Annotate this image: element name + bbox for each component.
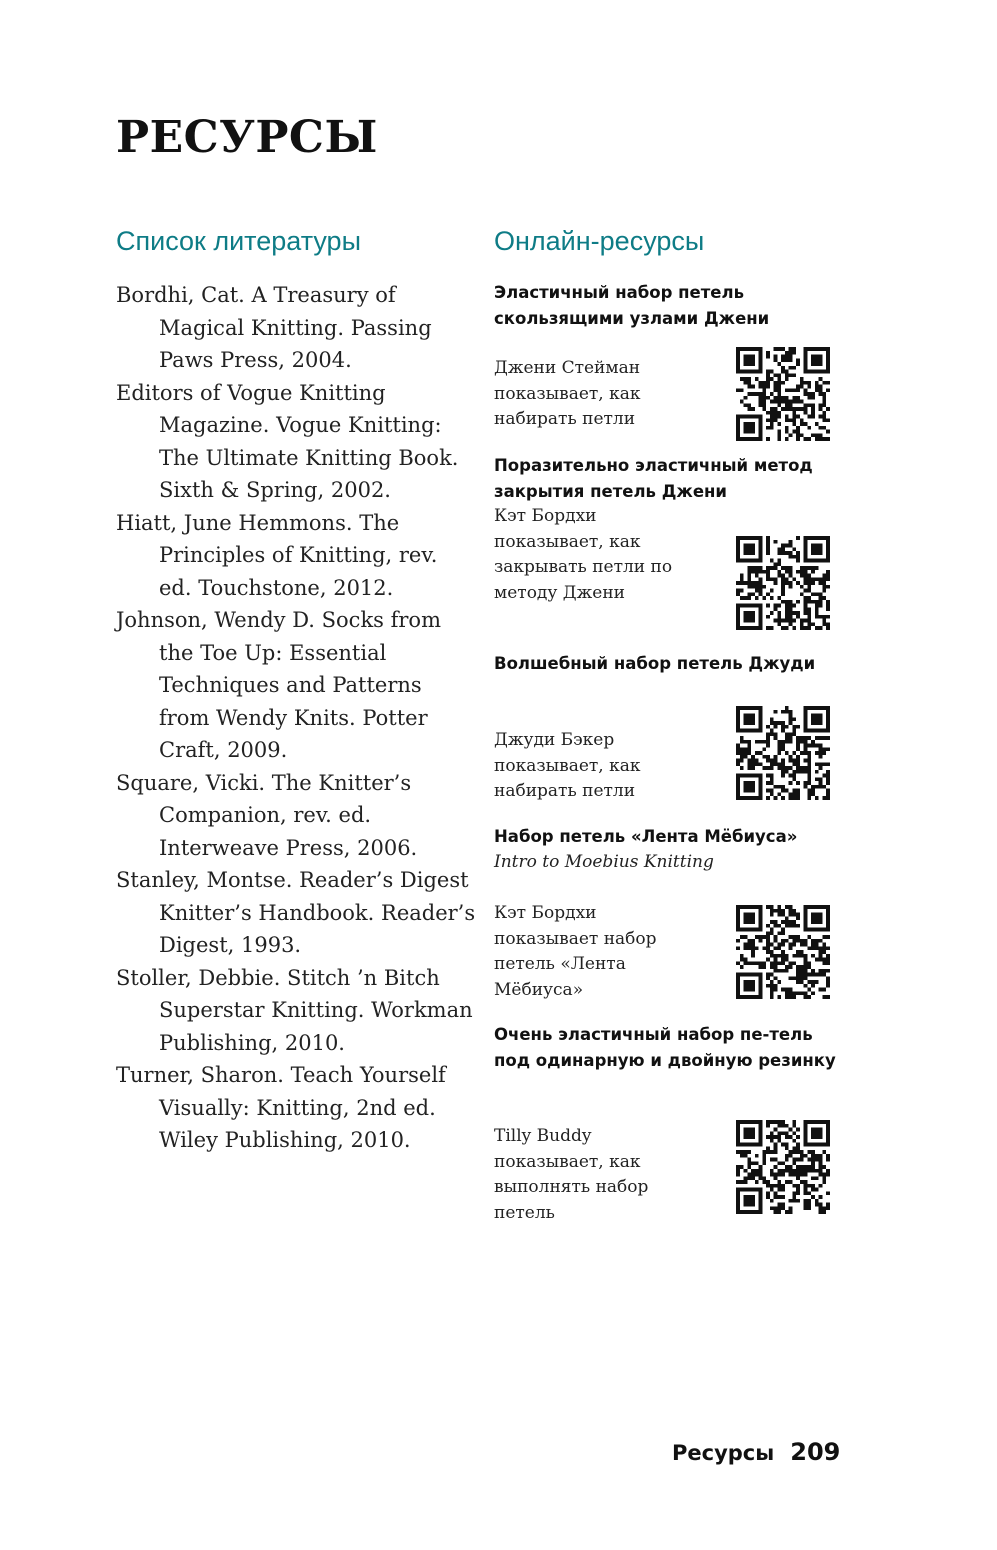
resource-description: Кэт Бордхи показывает, как закрывать петли по методу Джени bbox=[494, 506, 673, 604]
online-resource-3 bbox=[494, 651, 839, 677]
qr-code-icon[interactable] bbox=[736, 1120, 830, 1214]
qr-code-icon[interactable] bbox=[736, 905, 830, 999]
bibliography-entry: Editors of Vogue Knitting Magazine. Vogue Knitting: The Ultimate Knitting Book. Sixth & Spring, 2002. bbox=[116, 380, 459, 502]
online-resources-heading: Онлайн-ресурсы bbox=[494, 226, 705, 256]
bibliography-entry: Hiatt, June Hemmons. The Principles of Knitting, rev. ed. Touchstone, 2012. bbox=[116, 510, 438, 600]
resource-subtitle: Intro to Moebius Knitting bbox=[494, 851, 714, 872]
resource-title: Волшебный набор петель Джуди bbox=[494, 654, 816, 673]
page-footer bbox=[672, 1438, 840, 1466]
bibliography-entry: Stanley, Montse. Reader’s Digest Knitter’s Handbook. Reader’s Digest, 1993. bbox=[116, 868, 476, 957]
bibliography-entry: Johnson, Wendy D. Socks from the Toe Up: Essential Techniques and Patterns from Wendy Knits. Potter Craft, 2009. bbox=[116, 608, 441, 762]
resource-description: Джуди Бэкер показывает, как набирать петли bbox=[494, 730, 641, 802]
bibliography-entry: Square, Vicki. The Knitter’s Companion, rev. ed. Interweave Press, 2006. bbox=[116, 770, 418, 860]
page-number: 209 bbox=[790, 1438, 841, 1466]
resource-description: Джени Стейман показывает, как набирать петли bbox=[494, 358, 641, 430]
online-resource-5 bbox=[494, 1022, 839, 1073]
resource-title: Эластичный набор петель скользящими узлами Джени bbox=[494, 283, 770, 328]
online-resource-4 bbox=[494, 824, 839, 875]
bibliography-entry: Bordhi, Cat. A Treasury of Magical Knitting. Passing Paws Press, 2004. bbox=[116, 283, 432, 372]
resource-title: Поразительно эластичный метод закрытия петель Джени bbox=[494, 456, 813, 501]
footer-section-label: Ресурсы bbox=[672, 1441, 775, 1465]
bibliography-list bbox=[116, 279, 476, 1157]
bibliography-entry: Stoller, Debbie. Stitch ’n Bitch Superstar Knitting. Workman Publishing, 2010. bbox=[116, 965, 473, 1055]
qr-code-icon[interactable] bbox=[736, 536, 830, 630]
online-resource-1 bbox=[494, 280, 839, 331]
qr-code-icon[interactable] bbox=[736, 347, 830, 441]
resource-description: Tilly Buddy показывает, как выполнять набор петель bbox=[494, 1126, 649, 1224]
qr-code-icon[interactable] bbox=[736, 706, 830, 800]
resource-description: Кэт Бордхи показывает набор петель «Лента Мёбиуса» bbox=[494, 903, 657, 1001]
bibliography-entry: Turner, Sharon. Teach Yourself Visually: Knitting, 2nd ed. Wiley Publishing, 2010. bbox=[116, 1063, 446, 1152]
online-resource-2 bbox=[494, 453, 839, 504]
page-title: РЕСУРСЫ bbox=[116, 112, 378, 163]
resource-title: Набор петель «Лента Мёбиуса» bbox=[494, 827, 798, 846]
resource-title: Очень эластичный набор пе-тель под одинарную и двойную резинку bbox=[494, 1025, 836, 1070]
literature-heading: Список литературы bbox=[116, 226, 361, 256]
